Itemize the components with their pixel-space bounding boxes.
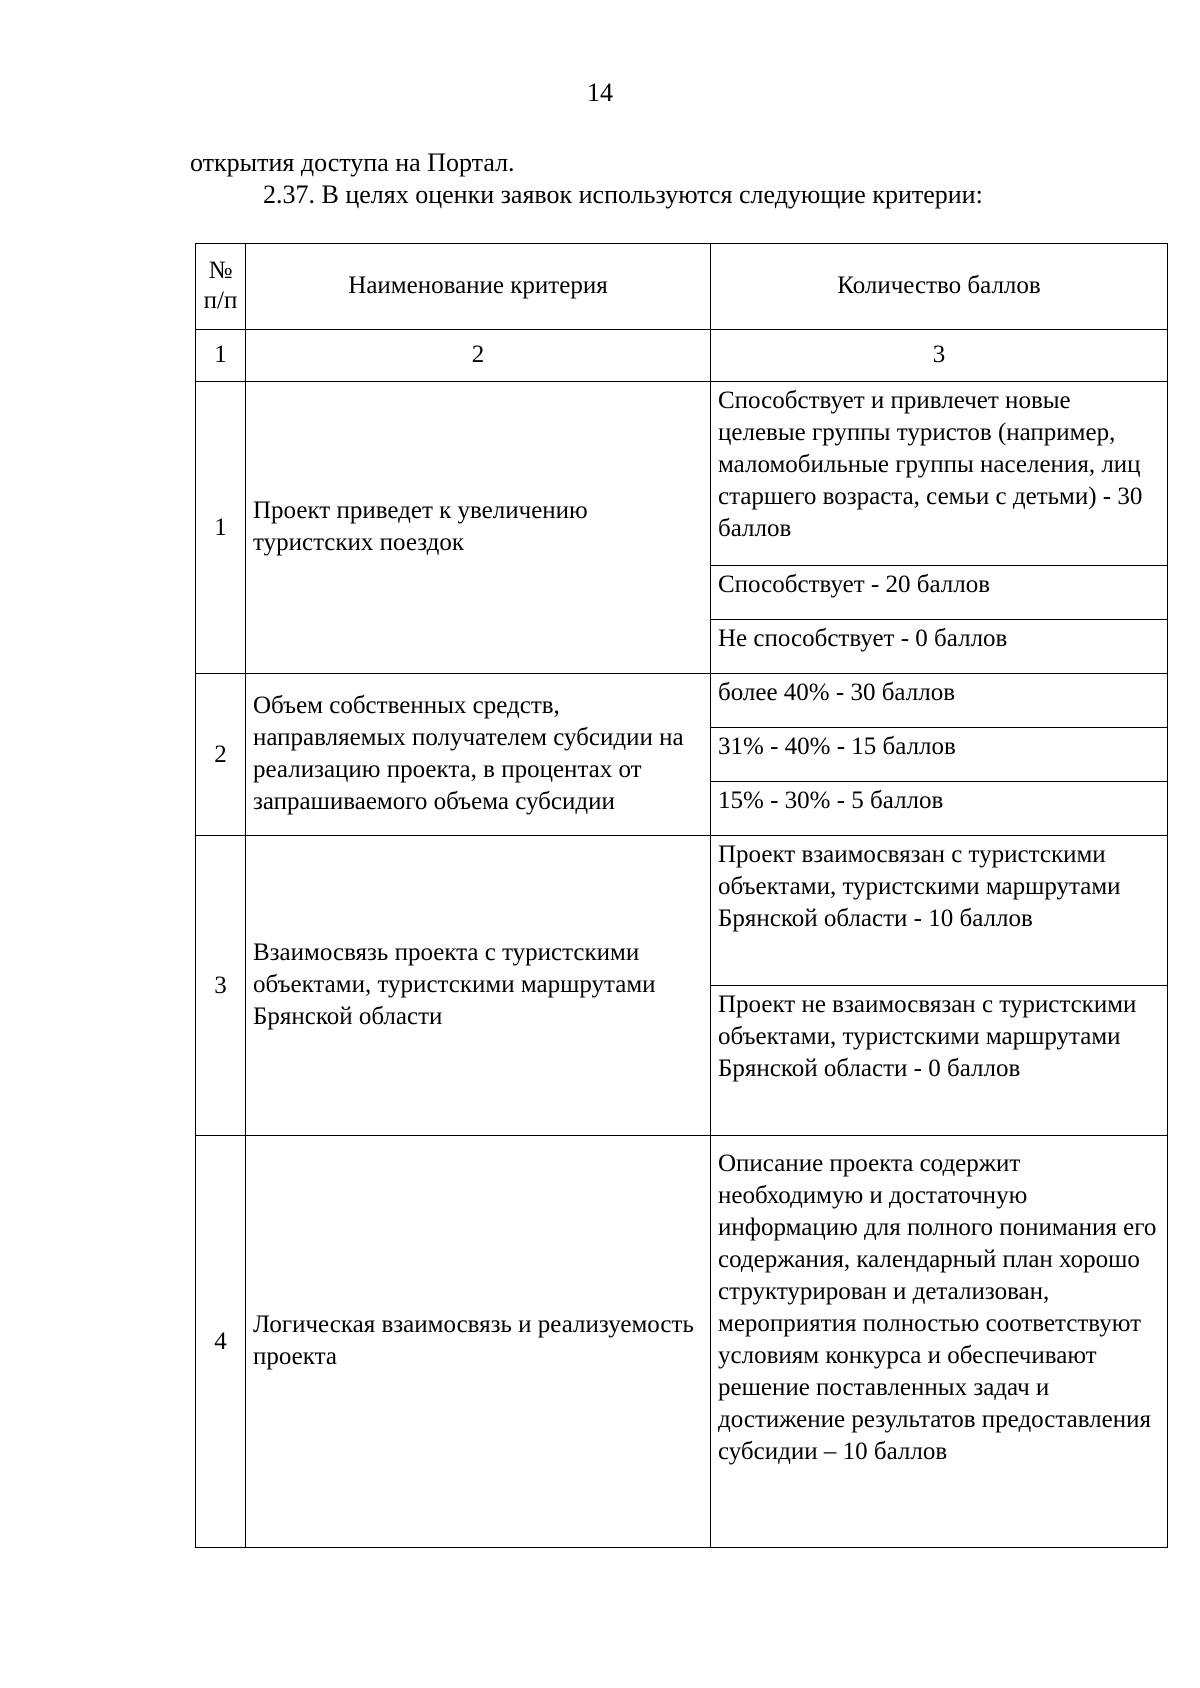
score-option: Проект не взаимосвязан с туристскими объектами, туристскими маршрутами Брянской области - 0 баллов xyxy=(711,986,1168,1136)
table-row xyxy=(196,836,1168,986)
score-option: Способствует и привлечет новые целевые группы туристов (например, маломобильные группы населения, лиц старшего возраста, семьи с детьми) - 30 баллов xyxy=(711,382,1168,566)
score-option: Проект взаимосвязан с туристскими объектами, туристскими маршрутами Брянской области - 10 баллов xyxy=(711,836,1168,986)
criterion-name: Проект приведет к увеличению туристских поездок xyxy=(246,382,711,674)
clause-text: 2.37. В целях оценки заявок используются следующие критерии: xyxy=(263,180,983,209)
table-header-row xyxy=(196,244,1168,330)
table-row xyxy=(196,382,1168,566)
score-option: 15% - 30% - 5 баллов xyxy=(711,782,1168,836)
score-option: 31% - 40% - 15 баллов xyxy=(711,728,1168,782)
table-row xyxy=(196,1136,1168,1548)
criterion-name: Объем собственных средств, направляемых получателем субсидии на реализацию проекта, в процентах от запрашиваемого объема субсидии xyxy=(246,674,711,836)
score-option: Способствует - 20 баллов xyxy=(711,566,1168,620)
index-cell: 2 xyxy=(246,330,711,382)
score-option: Описание проекта содержит необходимую и достаточную информацию для полного понимания его содержания, календарный план хорошо структурирован и детализован, мероприятия полностью соответствуют условиям конкурса и обеспечивают решение поставленных задач и достижение результатов предоставления субсидии – 10 баллов xyxy=(711,1136,1168,1548)
header-num: № п/п xyxy=(196,244,246,330)
row-number: 3 xyxy=(196,836,246,1136)
criterion-name: Взаимосвязь проекта с туристскими объектами, туристскими маршрутами Брянской области xyxy=(246,836,711,1136)
page-number: 14 xyxy=(587,78,613,107)
row-number: 2 xyxy=(196,674,246,836)
index-cell: 3 xyxy=(711,330,1168,382)
score-option: Не способствует - 0 баллов xyxy=(711,620,1168,674)
table-row xyxy=(196,674,1168,728)
criteria-table xyxy=(195,243,1168,1548)
index-cell: 1 xyxy=(196,330,246,382)
intro-text: открытия доступа на Портал. xyxy=(190,148,515,177)
score-option: более 40% - 30 баллов xyxy=(711,674,1168,728)
criterion-name: Логическая взаимосвязь и реализуемость проекта xyxy=(246,1136,711,1548)
row-number: 1 xyxy=(196,382,246,674)
row-number: 4 xyxy=(196,1136,246,1548)
header-score: Количество баллов xyxy=(711,244,1168,330)
header-name: Наименование критерия xyxy=(246,244,711,330)
table-index-row xyxy=(196,330,1168,382)
